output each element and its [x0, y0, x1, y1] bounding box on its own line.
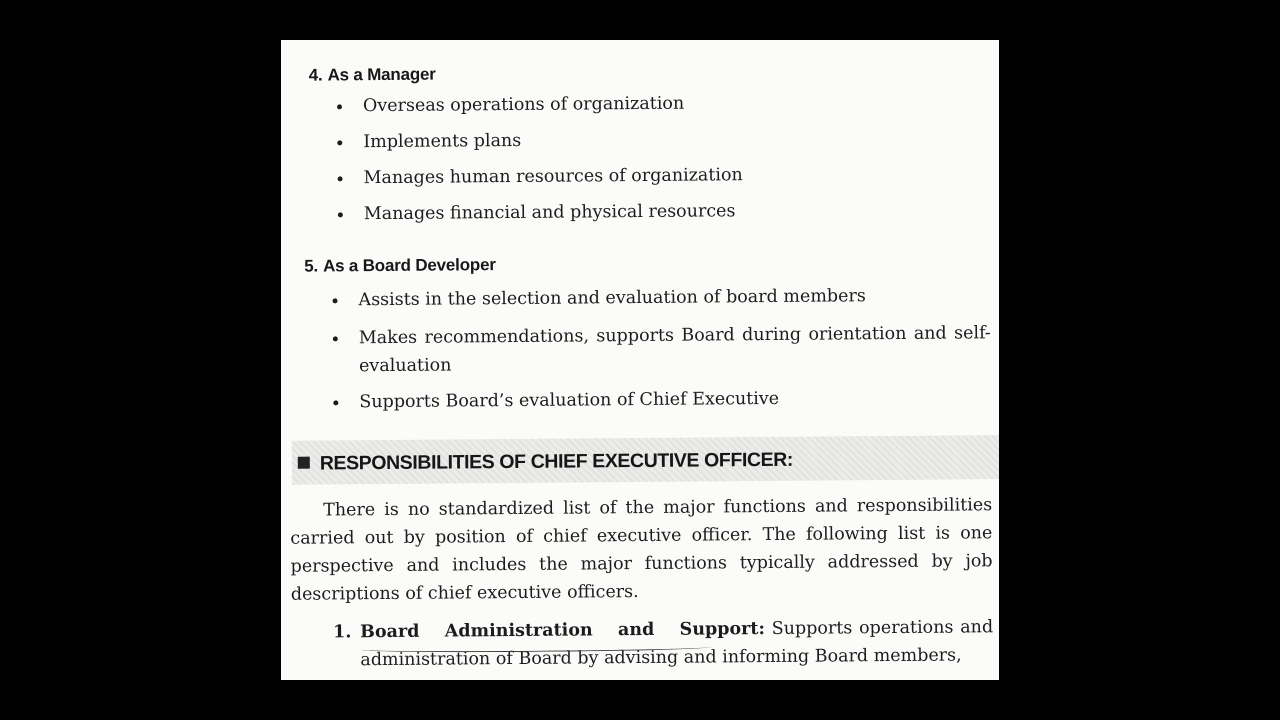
bullet-icon — [337, 104, 342, 109]
intro-paragraph: There is no standardized list of the major functions and responsibilities carried out by position of chief executive officer. The following list is one perspective and includes the major functions typically addressed by job descriptions of chief executive officers. — [290, 495, 993, 605]
list-item-text: Supports Board’s evaluation of Chief Executive — [359, 388, 780, 413]
bullet-icon — [338, 212, 343, 217]
list-item — [335, 163, 742, 190]
document-page — [281, 40, 999, 680]
board-developer-heading-number: 5. — [304, 256, 319, 276]
responsibility-item-text: Supports operations and administration of Board by advising and informing Board members, — [360, 617, 994, 671]
section-heading — [298, 449, 793, 476]
responsibility-item-term: Board Administration and Support: — [360, 619, 765, 643]
list-item-text: Makes recommendations, supports Board during orientation and self-evaluation — [358, 323, 991, 377]
list-item-text: Overseas operations of organization — [362, 93, 685, 117]
page-content — [281, 40, 999, 680]
board-developer-heading — [304, 255, 496, 277]
list-item — [331, 319, 991, 380]
board-developer-heading-title: As a Board Developer — [322, 255, 496, 276]
manager-list — [335, 91, 743, 226]
section-heading-text: RESPONSIBILITIES OF CHIEF EXECUTIVE OFFICER: — [319, 448, 794, 475]
manager-heading-number: 4. — [308, 65, 323, 85]
bullet-icon — [333, 400, 338, 405]
manager-heading — [309, 65, 436, 86]
list-item-text: Manages human resources of organization — [363, 165, 743, 189]
list-item-text: Assists in the selection and evaluation of board members — [358, 286, 866, 311]
list-item — [335, 127, 742, 154]
bullet-icon — [338, 176, 343, 181]
list-item — [335, 91, 742, 118]
list-item — [330, 283, 990, 312]
bullet-icon — [333, 336, 338, 341]
list-item-text: Implements plans — [363, 130, 522, 153]
list-item-text: Manages financial and physical resources — [363, 201, 736, 225]
bullet-icon — [333, 298, 338, 303]
square-bullet-icon — [298, 457, 310, 469]
list-item — [336, 199, 743, 226]
responsibility-item-number: 1. — [333, 622, 352, 643]
manager-heading-title: As a Manager — [327, 64, 436, 85]
board-developer-list — [330, 283, 991, 414]
list-item — [331, 385, 991, 414]
bullet-icon — [337, 140, 342, 145]
